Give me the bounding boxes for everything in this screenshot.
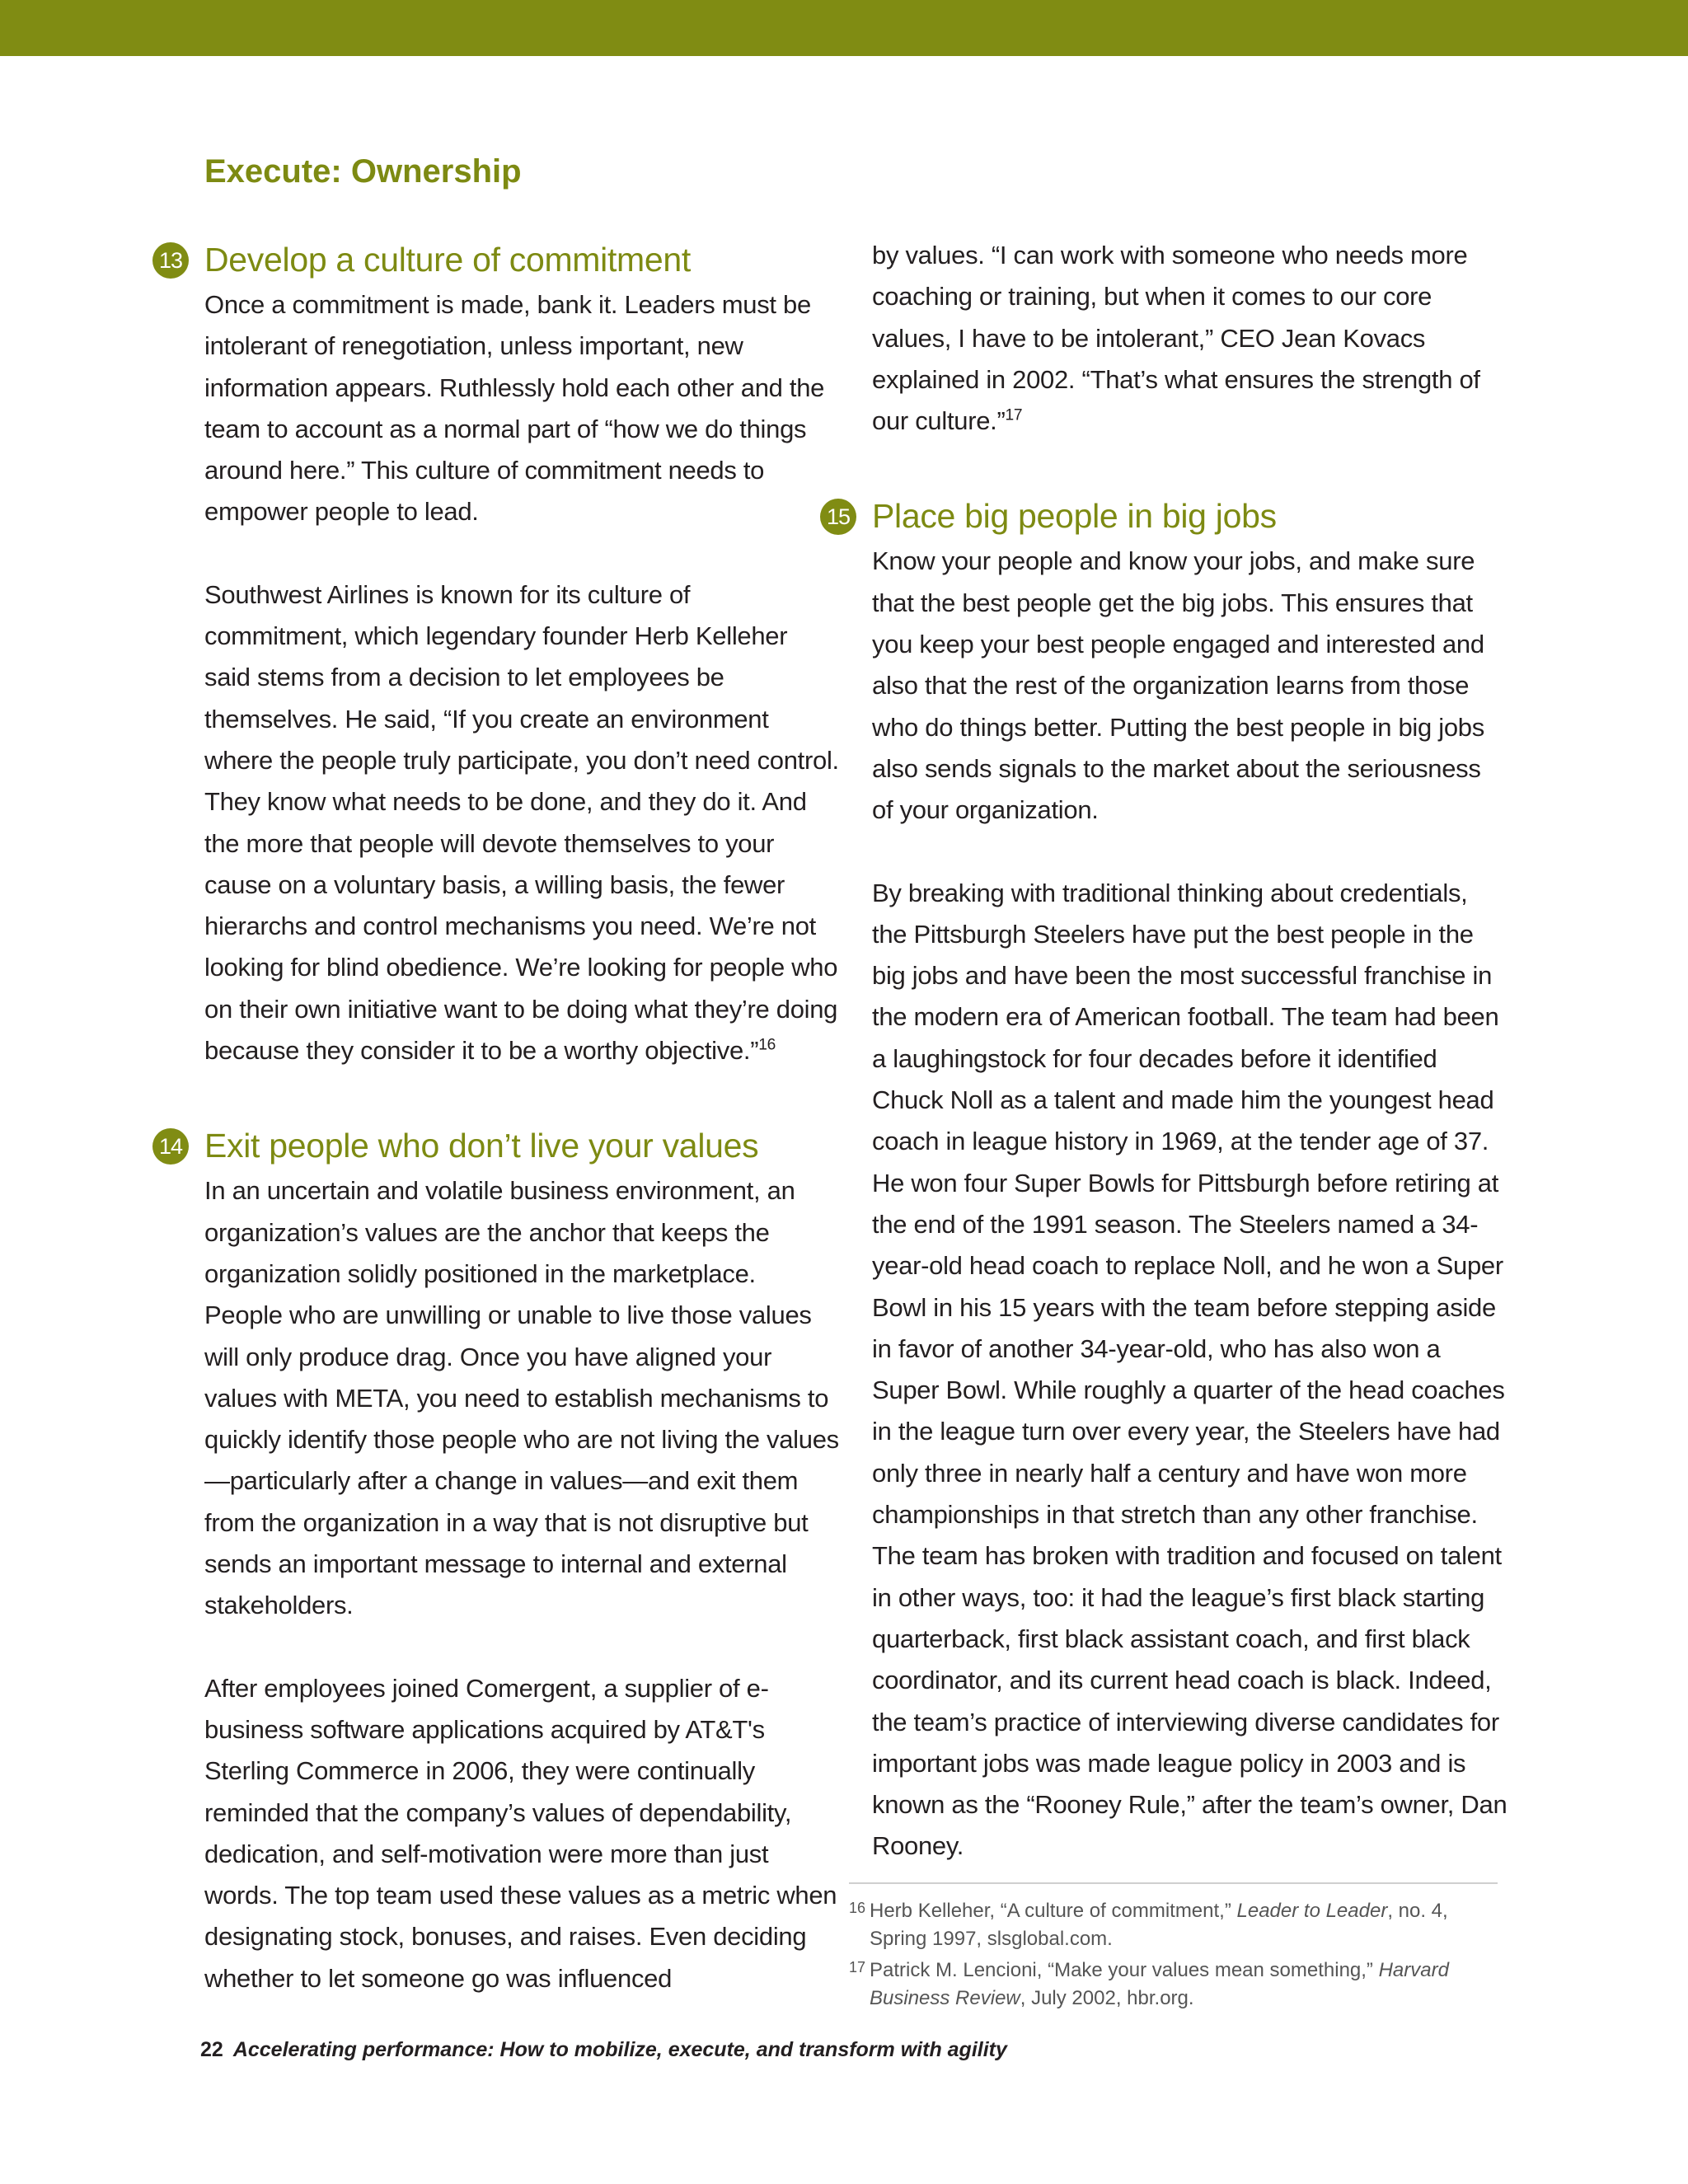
heading-exit-people	[158, 1121, 839, 1170]
footnote-ref[interactable]: 16	[758, 1036, 776, 1054]
heading-text: Exit people who don’t live your values	[204, 1127, 759, 1165]
left-column	[158, 235, 839, 1999]
footnote-number: 16	[849, 1900, 866, 1916]
footnote	[849, 1957, 1498, 2013]
top-accent-band	[0, 0, 1688, 56]
paragraph: Know your people and know your jobs, and make sure that the best people get the big jobs. This ensures that you keep your best people engaged and interested and also that the rest of the organization learns from those who do things better. Putting the best people in big jobs also sends signals to the market about the seriousness of your organization.	[872, 546, 1484, 825]
footnotes	[849, 1882, 1498, 2016]
paragraph-text: Southwest Airlines is known for its culture of commitment, which legendary founder Herb Kelleher said stems from a decision to let employees be themselves. He said, “If you create an environment where the people truly participate, you don’t need control. They know what needs to be done, and they do it. And the more that people will devote themselves to your cause on a voluntary basis, a willing basis, the fewer hierarchs and control mechanisms you need. We’re not looking for blind obedience. We’re looking for people who on their own initiative want to be doing what they’re doing because they consider it to be a worthy objective.”	[204, 579, 839, 1066]
heading-text: Develop a culture of commitment	[204, 241, 692, 279]
paragraph: Once a commitment is made, bank it. Leaders must be intolerant of renegotiation, unless important, new information appears. Ruthlessly hold each other and the team to account as a normal part of “how we do things around here.” This culture of commitment needs to empower people to lead.	[204, 290, 825, 527]
paragraph-with-footnote	[204, 574, 839, 1072]
right-column	[826, 235, 1508, 1868]
footnote-text: Herb Kelleher, “A culture of commitment,”	[870, 1900, 1237, 1922]
heading-big-jobs	[826, 491, 1508, 541]
page-footer	[200, 2033, 1007, 2066]
section-number-badge: 13	[152, 242, 189, 279]
footnote-text: , no. 4, Spring 1997, slsglobal.com.	[870, 1900, 1448, 1950]
paragraph: After employees joined Comergent, a supplier of e-business software applications acquired by AT&T's Sterling Commerce in 2006, they were continually reminded that the company’s values of dependability, dedication, and self-motivation were more than just words. The top team used these values as a metric when designating stock, bonuses, and raises. Even deciding whether to let someone go was influenced	[204, 1673, 837, 1993]
footnote-source: Harvard Business Review	[870, 1959, 1449, 2009]
section-number-badge: 14	[152, 1128, 189, 1165]
section-title: Execute: Ownership	[204, 153, 522, 190]
paragraph-continuation	[872, 235, 1508, 442]
paragraph-text: by values. “I can work with someone who needs more coaching or training, but when it comes to our core values, I have to be intolerant,” CEO Jean Kovacs explained in 2002. “That’s what ensures the strength of our culture.”	[872, 241, 1480, 436]
footnote-source: Leader to Leader	[1236, 1900, 1388, 1922]
section-number-badge: 15	[820, 499, 856, 535]
heading-text: Place big people in big jobs	[872, 497, 1277, 536]
footnote-text: , July 2002, hbr.org.	[1020, 1987, 1194, 2009]
footnote	[849, 1897, 1498, 1953]
footnote-text: Patrick M. Lencioni, “Make your values mean something,”	[870, 1959, 1379, 1981]
paragraph: In an uncertain and volatile business environment, an organization’s values are the anchor that keeps the organization solidly positioned in the marketplace. People who are unwilling or unable to live those values will only produce drag. Once you have aligned your values with META, you need to establish mechanisms to quickly identify those people who are not living the values—particularly after a change in values—and exit them from the organization in a way that is not disruptive but sends an important message to internal and external stakeholders.	[204, 1176, 839, 1620]
footnote-number: 17	[849, 1959, 866, 1975]
publication-title: Accelerating performance: How to mobilize, execute, and transform with agility	[232, 2038, 1007, 2061]
heading-develop-culture	[158, 235, 839, 284]
paragraph: By breaking with traditional thinking about credentials, the Pittsburgh Steelers have put the best people in the big jobs and have been the most successful franchise in the modern era of American football. The team had been a laughingstock for four decades before it identified Chuck Noll as a talent and made him the youngest head coach in league history in 1969, at the tender age of 37. He won four Super Bowls for Pittsburgh before retiring at the end of the 1991 season. The Steelers named a 34-year-old head coach to replace Noll, and he won a Super Bowl in his 15 years with the team before stepping aside in favor of another 34-year-old, who has also won a Super Bowl. While roughly a quarter of the head coaches in the league turn over every year, the Steelers have had only three in nearly half a century and have won more championships in that stretch than any other franchise. The team has broken with tradition and focused on talent in other ways, too: it had the league’s first black starting quarterback, first black assistant coach, and first black coordinator, and its current head coach is black. Indeed, the team’s practice of interviewing diverse candidates for important jobs was made league policy in 2003 and is known as the “Rooney Rule,” after the team’s owner, Dan Rooney.	[872, 878, 1507, 1861]
footnote-ref[interactable]: 17	[1005, 406, 1023, 424]
page-number: 22	[200, 2038, 223, 2061]
